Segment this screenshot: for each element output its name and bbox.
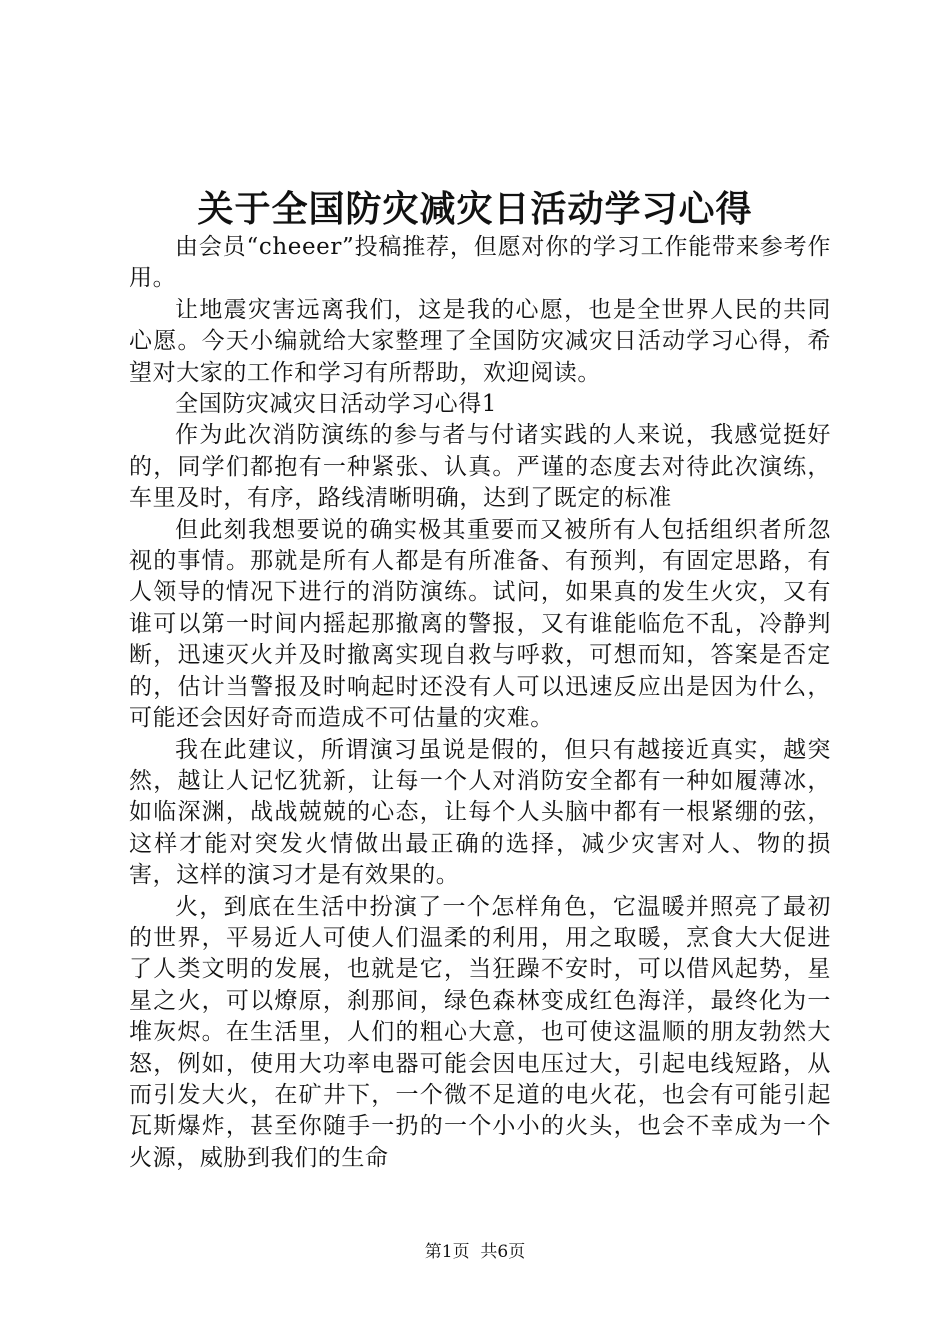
page-footer xyxy=(0,1240,950,1264)
document-title: 关于全国防灾减灾日活动学习心得 xyxy=(197,189,753,230)
section-heading-1: 全国防灾减灾日活动学习心得1 xyxy=(175,391,498,418)
paragraph-suggestion: 我在此建议，所谓演习虽说是假的，但只有越接近真实，越突然，越让人记忆犹新，让每一个人对消防安全都有一种如履薄冰，如临深渊，战战兢兢的心态，让每个人头脑中都有一根紧绷的弦，这样才能对突发火情做出最正确的选择，减少灾害对人、物的损害，这样的演习才是有效果的。 xyxy=(129,736,831,889)
paragraph-fire: 火，到底在生活中扮演了一个怎样角色，它温暖并照亮了最初的世界，平易近人可使人们温柔的利用，用之取暖，烹食大大促进了人类文明的发展，也就是它，当狂躁不安时，可以借风起势，星星之火，可以燎原，刹那间，绿色森林变成红色海洋，最终化为一堆灰烬。在生活里，人们的粗心大意，也可使这温顺的朋友勃然大怒，例如，使用大功率电器可能会因电压过大，引起电线短路，从而引发大火，在矿井下，一个微不足道的电火花，也会有可能引起瓦斯爆炸，甚至你随手一扔的一个小小的火头，也会不幸成为一个火源，威胁到我们的生命 xyxy=(129,893,831,1171)
page-number: 第1页 xyxy=(424,1242,470,1262)
paragraph-concern: 但此刻我想要说的确实极其重要而又被所有人包括组织者所忽视的事情。那就是所有人都是有所准备、有预判，有固定思路，有人领导的情况下进行的消防演练。试问，如果真的发生火灾，又有谁可以第一时间内摇起那撤离的警报，又有谁能临危不乱，冷静判断，迅速灭火并及时撤离实现自救与呼救，可想而知，答案是否定的，估计当警报及时响起时还没有人可以迅速反应出是因为什么，可能还会因好奇而造成不可估量的灾难。 xyxy=(129,516,831,732)
page-total: 共6页 xyxy=(480,1242,526,1262)
document-body xyxy=(129,232,831,1174)
paragraph-drill: 作为此次消防演练的参与者与付诸实践的人来说，我感觉挺好的，同学们都抱有一种紧张、认真。严谨的态度去对待此次演练，车里及时，有序，路线清晰明确，达到了既定的标准 xyxy=(129,422,831,512)
paragraph-intro: 由会员“cheeer”投稿推荐，但愿对你的学习工作能带来参考作用。 xyxy=(129,234,831,292)
paragraph-wish: 让地震灾害远离我们，这是我的心愿，也是全世界人民的共同心愿。今天小编就给大家整理了全国防灾减灾日活动学习心得，希望对大家的工作和学习有所帮助，欢迎阅读。 xyxy=(129,296,831,386)
